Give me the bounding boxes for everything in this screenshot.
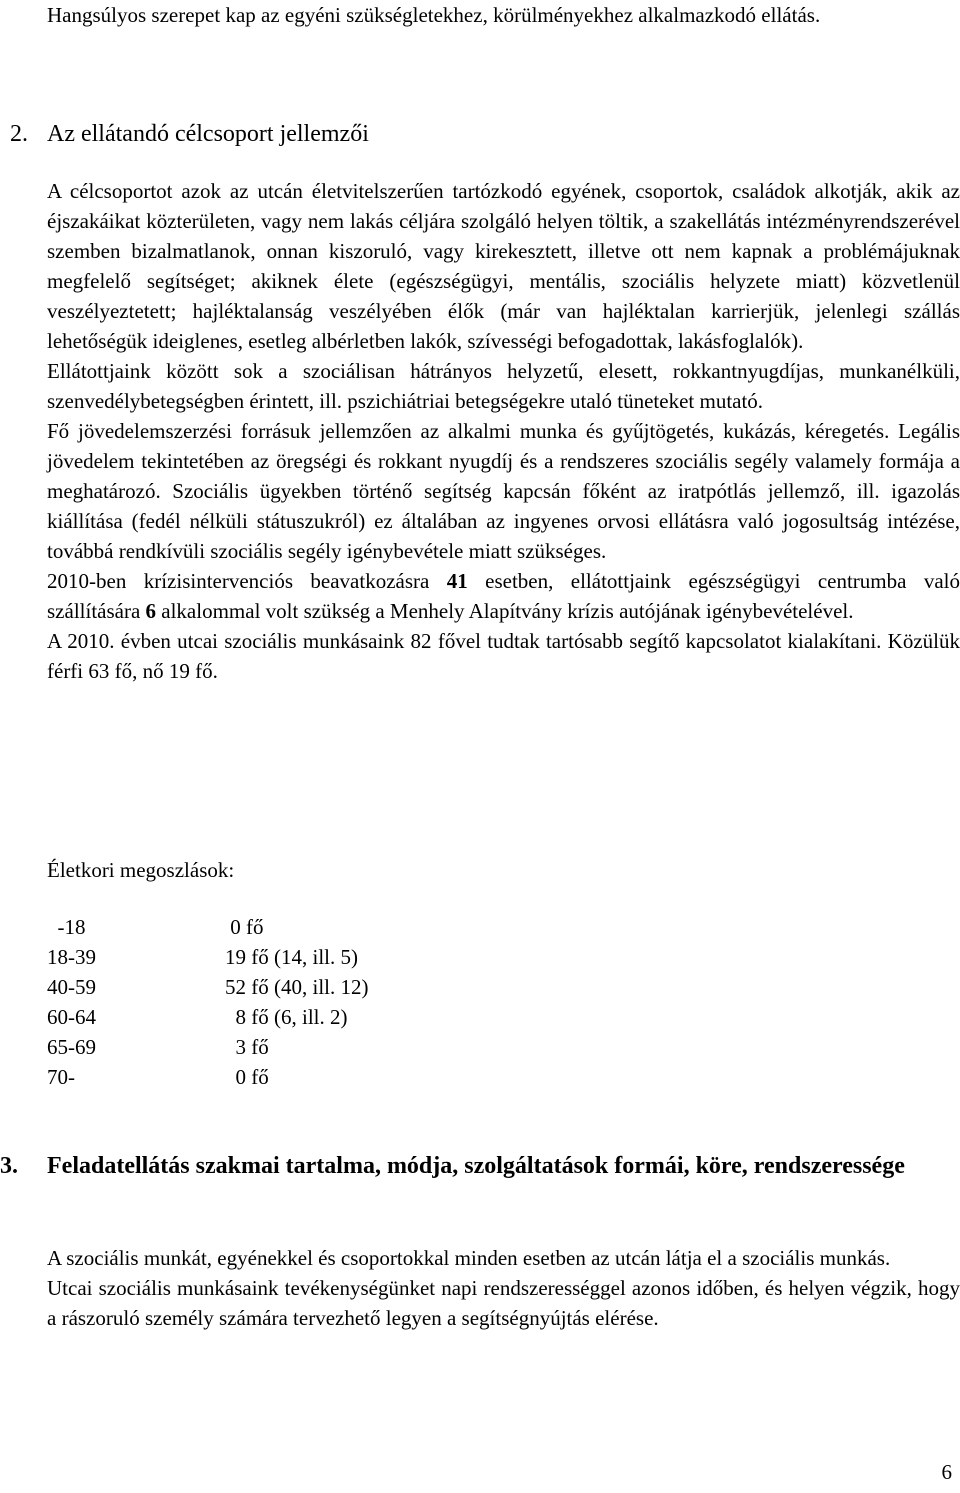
section-3-heading [0,1149,960,1183]
crisis-text-1: 2010-ben krízisintervenciós beavatkozásra [47,569,447,593]
section-3-number: 3. [0,1153,18,1179]
age-count: 52 fő (40, ill. 12) [225,975,369,999]
crisis-count-2: 6 [145,599,157,623]
table-row [47,1002,368,1032]
age-count: 0 fő [225,1065,269,1089]
income-paragraph: Fő jövedelemszerzési forrásuk jellemzően az alkalmi munka és gyűjtögetés, kukázás, kéregetés. Legális jövedelem tekintetében az öregségi és rokkant nyugdíj és a rendszeres szociális segély valamely formája a meghatározó. Szociális ügyekben történő segítség kapcsán főként az iratpótlás jellemző, ill. igazolás kiállítása (fedél nélküli státuszukról) ez általában az ingyenes orvosi ellátásra való jogosultság intézése, továbbá rendkívüli szociális segély igénybevétele miatt szükséges. [47,419,960,563]
table-row [47,1062,368,1092]
age-count: 0 fő [225,915,264,939]
section-2-number: 2. [10,121,28,147]
age-range: 18-39 [47,945,96,969]
section-2-title: Az ellátandó célcsoport jellemzői [47,121,369,147]
table-row [47,1032,368,1062]
summary-paragraph: A 2010. évben utcai szociális munkásaink 82 fővel tudtak tartósabb segítő kapcsolatot kialakítani. Közülük férfi 63 fő, nő 19 fő. [47,629,960,683]
age-range: 70- [47,1065,75,1089]
section-2-body [47,176,960,686]
age-range: 65-69 [47,1035,96,1059]
intro-paragraph: Hangsúlyos szerepet kap az egyéni szükségletekhez, körülményekhez alkalmazkodó ellátás. [47,3,821,27]
crisis-text-3: alkalommal volt szükség a Menhely Alapítvány krízis autójának igénybevételével. [156,599,854,623]
age-distribution-table [47,912,368,1092]
page-number: 6 [941,1460,952,1484]
age-count: 8 fő (6, ill. 2) [225,1005,348,1029]
age-distribution-label: Életkori megoszlások: [47,858,235,882]
crisis-paragraph [47,566,960,626]
crisis-count-1: 41 [446,569,468,593]
section-3-body [47,1243,960,1333]
section-3-title: Feladatellátás szakmai tartalma, módja, szolgáltatások formái, köre, rendszeressége [47,1153,905,1179]
social-work-paragraph: A szociális munkát, egyénekkel és csoportokkal minden esetben az utcán látja el a szociális munkás. [47,1246,891,1270]
street-workers-paragraph: Utcai szociális munkásaink tevékenységünket napi rendszerességgel azonos időben, és helyen végzik, hogy a rászoruló személy számára tervezhető legyen a segítségnyújtás elérése. [47,1276,960,1330]
section-2-heading [10,117,369,151]
crisis-text-2: esetben, ellátottjaink egészségügyi centrumba való szállítására [47,569,960,623]
table-row [47,942,368,972]
table-row [47,972,368,1002]
age-range: 60-64 [47,1005,96,1029]
age-count: 3 fő [225,1035,269,1059]
age-range: 40-59 [47,975,96,999]
age-count: 19 fő (14, ill. 5) [225,945,358,969]
age-range: -18 [47,915,86,939]
table-row [47,912,368,942]
clients-paragraph: Ellátottjaink között sok a szociálisan hátrányos helyzetű, elesett, rokkantnyugdíjas, munkanélküli, szenvedélybetegségben érintett, ill. pszichiátriai betegségekre utaló tüneteket mutató. [47,359,960,413]
target-group-paragraph: A célcsoportot azok az utcán életvitelszerűen tartózkodó egyének, csoportok, családok alkotják, akik az éjszakáikat közterületen, vagy nem lakás céljára szolgáló helyen töltik, a szakellátás intézményrendszerével szemben bizalmatlanok, onnan kiszoruló, vagy kirekesztett, illetve ott nem kapnak a problémájuknak megfelelő segítséget; akiknek élete (egészségügyi, mentális, szociális helyzete miatt) közvetlenül veszélyeztetett; hajléktalanság veszélyében élők (már van hajléktalan karrierjük, jelenlegi szállás lehetőségük ideiglenes, esetleg albérletben lakók, szívességi befogadottak, lakásfoglalók). [47,179,960,353]
